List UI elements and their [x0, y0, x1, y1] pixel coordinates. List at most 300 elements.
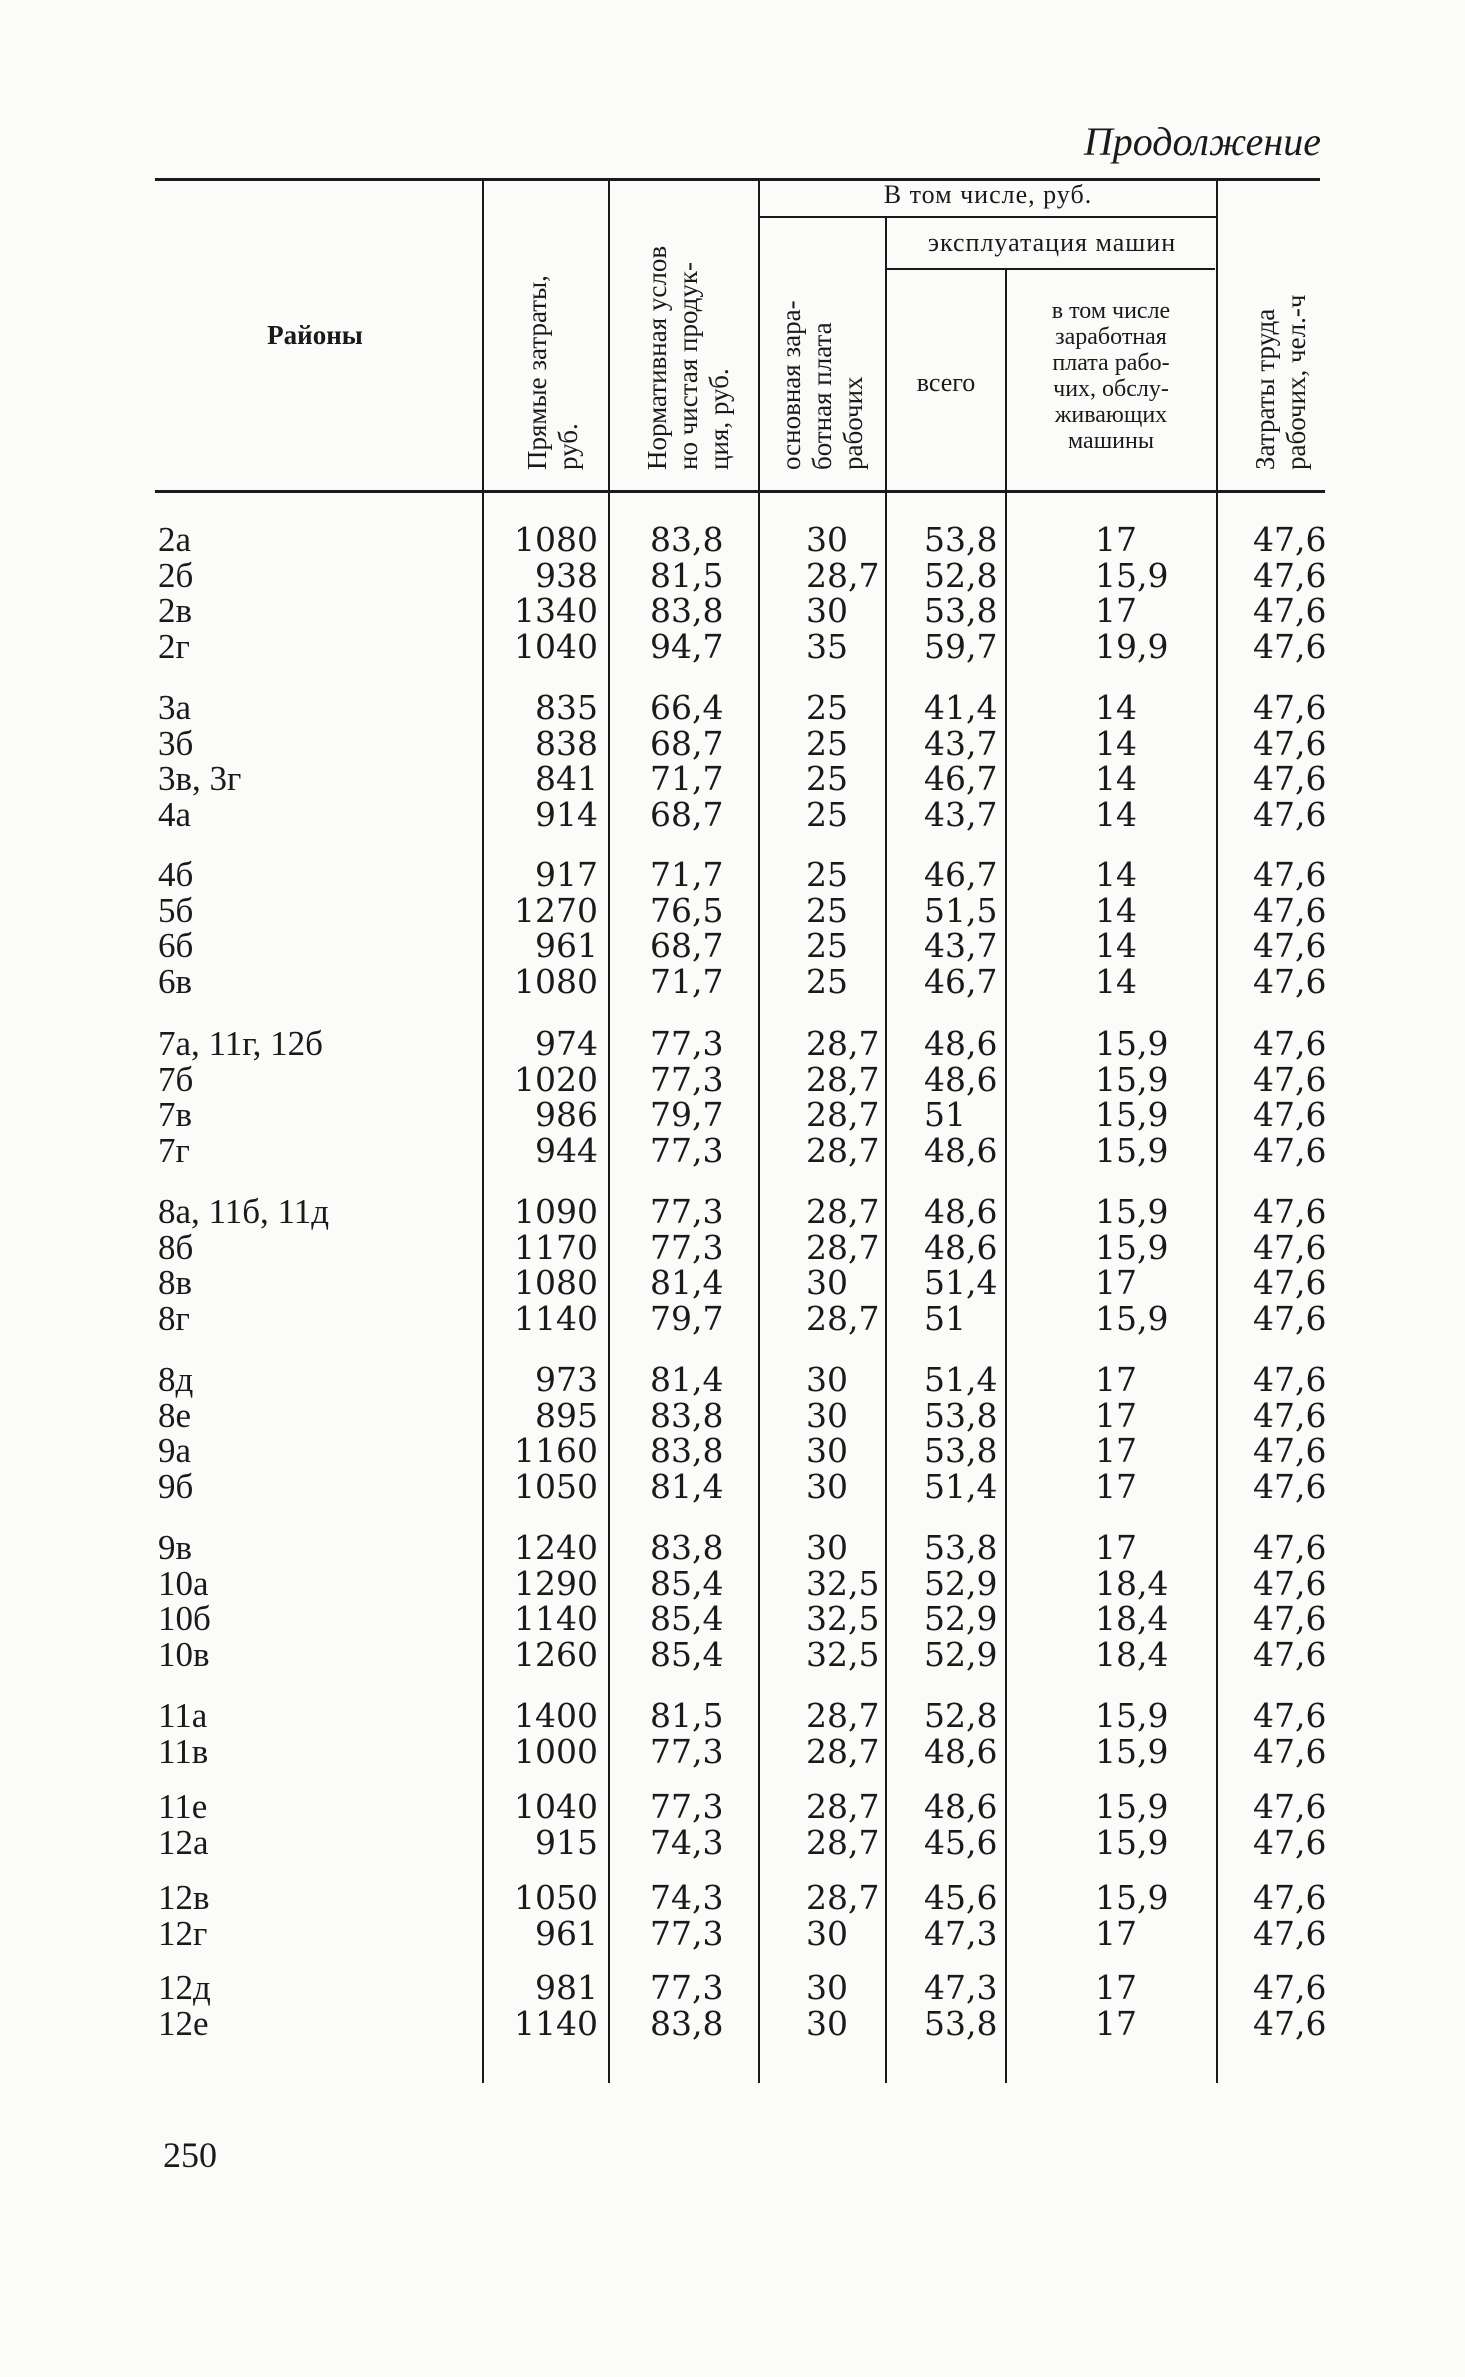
- machine-total-cell: 53,8: [924, 1431, 998, 1471]
- direct-cost-cell: 1080: [514, 520, 598, 559]
- machine-wage-cell: 15,9: [1095, 1822, 1169, 1862]
- machine-total-cell: 43,7: [924, 723, 998, 763]
- base-wage-cell: 25: [806, 723, 848, 763]
- table-row: [0, 593, 1465, 629]
- machine-wage-cell: 15,9: [1095, 1696, 1169, 1735]
- labor-cost-cell: 47,6: [1253, 591, 1327, 631]
- base-wage-cell: 25: [806, 688, 848, 727]
- normative-net-cell: 76,5: [650, 890, 724, 930]
- normative-net-cell: 83,8: [650, 520, 724, 559]
- table-row: [0, 1970, 1465, 2006]
- region-cell: 8б: [158, 1227, 194, 1267]
- normative-net-cell: 77,3: [650, 1227, 724, 1267]
- direct-cost-cell: 835: [535, 688, 598, 727]
- machine-total-cell: 46,7: [924, 855, 998, 894]
- direct-cost-cell: 1270: [514, 890, 598, 930]
- base-wage-cell: 28,7: [806, 1696, 880, 1735]
- machine-total-cell: 45,6: [924, 1878, 998, 1917]
- labor-cost-cell: 47,6: [1253, 1466, 1327, 1506]
- normative-net-cell: 68,7: [650, 926, 724, 966]
- normative-net-cell: 71,7: [650, 759, 724, 799]
- labor-cost-cell: 47,6: [1253, 961, 1327, 1001]
- machine-wage-cell: 17: [1095, 1528, 1137, 1567]
- region-cell: 7г: [158, 1130, 190, 1170]
- normative-net-cell: 81,4: [650, 1263, 724, 1303]
- base-wage-cell: 30: [806, 520, 848, 559]
- labor-cost-cell: 47,6: [1253, 1878, 1327, 1917]
- machine-wage-cell: 19,9: [1095, 626, 1169, 666]
- base-wage-cell: 28,7: [806, 1227, 880, 1267]
- direct-cost-cell: 944: [535, 1130, 598, 1170]
- direct-cost-cell: 914: [535, 794, 598, 834]
- machine-wage-cell: 15,9: [1095, 1095, 1169, 1135]
- region-cell: 8д: [158, 1360, 194, 1399]
- normative-net-cell: 74,3: [650, 1878, 724, 1917]
- normative-net-cell: 85,4: [650, 1563, 724, 1603]
- direct-cost-cell: 1140: [514, 1599, 598, 1639]
- region-cell: 12г: [158, 1913, 208, 1953]
- machine-wage-cell: 14: [1095, 759, 1137, 799]
- base-wage-cell: 28,7: [806, 1731, 880, 1771]
- region-cell: 6б: [158, 926, 194, 966]
- machine-wage-cell: 15,9: [1095, 1130, 1169, 1170]
- machine-wage-cell: 17: [1095, 1360, 1137, 1399]
- region-cell: 2а: [158, 520, 192, 559]
- direct-cost-cell: 1290: [514, 1563, 598, 1603]
- labor-cost-cell: 47,6: [1253, 520, 1327, 559]
- normative-net-cell: 74,3: [650, 1822, 724, 1862]
- header-direct-costs: Прямые затраты, руб.: [522, 275, 583, 470]
- header-machine-operation: эксплуатация машин: [927, 228, 1177, 257]
- region-cell: 9а: [158, 1431, 192, 1471]
- normative-net-cell: 81,5: [650, 555, 724, 595]
- table-row: [0, 1026, 1465, 1062]
- page-number: 250: [163, 2135, 217, 2175]
- table-row: [0, 1059, 1465, 1099]
- base-wage-cell: 32,5: [806, 1563, 880, 1603]
- direct-cost-cell: 1140: [514, 2003, 598, 2043]
- machine-wage-cell: 14: [1095, 961, 1137, 1001]
- labor-cost-cell: 47,6: [1253, 890, 1327, 930]
- base-wage-cell: 30: [806, 1528, 848, 1567]
- labor-cost-cell: 47,6: [1253, 926, 1327, 966]
- direct-cost-cell: 1020: [514, 1059, 598, 1099]
- direct-cost-cell: 1340: [514, 591, 598, 631]
- labor-cost-cell: 47,6: [1253, 1263, 1327, 1303]
- table-row: [0, 1433, 1465, 1469]
- normative-net-cell: 77,3: [650, 1192, 724, 1231]
- header-normative-net: Нормативная услов но чистая продук- ция, руб.: [642, 245, 734, 470]
- machine-total-cell: 48,6: [924, 1227, 998, 1267]
- table-row: [0, 890, 1465, 930]
- machine-wage-cell: 14: [1095, 794, 1137, 834]
- labor-cost-cell: 47,6: [1253, 555, 1327, 595]
- labor-cost-cell: 47,6: [1253, 794, 1327, 834]
- machine-total-cell: 48,6: [924, 1059, 998, 1099]
- labor-cost-cell: 47,6: [1253, 1059, 1327, 1099]
- machine-total-cell: 48,6: [924, 1192, 998, 1231]
- table-row: [0, 857, 1465, 893]
- labor-cost-cell: 47,6: [1253, 1095, 1327, 1135]
- normative-net-cell: 81,4: [650, 1466, 724, 1506]
- labor-cost-cell: 47,6: [1253, 1227, 1327, 1267]
- machine-total-cell: 48,6: [924, 1024, 998, 1063]
- region-cell: 8г: [158, 1298, 190, 1338]
- base-wage-cell: 28,7: [806, 1878, 880, 1917]
- machine-wage-cell: 17: [1095, 591, 1137, 631]
- table-row: [0, 1194, 1465, 1230]
- base-wage-cell: 35: [806, 626, 848, 666]
- labor-cost-cell: 47,6: [1253, 2003, 1327, 2043]
- machine-total-cell: 51,4: [924, 1360, 998, 1399]
- direct-cost-cell: 1400: [514, 1696, 598, 1735]
- labor-cost-cell: 47,6: [1253, 1787, 1327, 1826]
- machine-total-cell: 46,7: [924, 961, 998, 1001]
- table-row: [0, 626, 1465, 666]
- machine-wage-cell: 15,9: [1095, 1298, 1169, 1338]
- table-row: [0, 1634, 1465, 1674]
- region-cell: 12е: [158, 2003, 209, 2043]
- direct-cost-cell: 1170: [514, 1227, 598, 1267]
- base-wage-cell: 28,7: [806, 1095, 880, 1135]
- labor-cost-cell: 47,6: [1253, 1696, 1327, 1735]
- base-wage-cell: 28,7: [806, 1822, 880, 1862]
- table-row: [0, 1130, 1465, 1170]
- header-including: В том числе, руб.: [883, 180, 1093, 209]
- header-base-wage: основная зара- ботная плата рабочих: [776, 300, 868, 470]
- direct-cost-cell: 1240: [514, 1528, 598, 1567]
- machine-total-cell: 48,6: [924, 1130, 998, 1170]
- base-wage-cell: 30: [806, 1360, 848, 1399]
- base-wage-cell: 32,5: [806, 1599, 880, 1639]
- machine-wage-cell: 17: [1095, 1395, 1137, 1435]
- labor-cost-cell: 47,6: [1253, 626, 1327, 666]
- direct-cost-cell: 938: [535, 555, 598, 595]
- normative-net-cell: 77,3: [650, 1731, 724, 1771]
- labor-cost-cell: 47,6: [1253, 1913, 1327, 1953]
- normative-net-cell: 83,8: [650, 591, 724, 631]
- labor-cost-cell: 47,6: [1253, 688, 1327, 727]
- direct-cost-cell: 1000: [514, 1731, 598, 1771]
- labor-cost-cell: 47,6: [1253, 723, 1327, 763]
- region-cell: 12а: [158, 1822, 209, 1862]
- base-wage-cell: 28,7: [806, 1130, 880, 1170]
- region-cell: 8е: [158, 1395, 192, 1435]
- table-row: [0, 1731, 1465, 1771]
- table-row: [0, 1227, 1465, 1267]
- normative-net-cell: 85,4: [650, 1599, 724, 1639]
- direct-cost-cell: 974: [535, 1024, 598, 1063]
- base-wage-cell: 28,7: [806, 555, 880, 595]
- region-cell: 10а: [158, 1563, 209, 1603]
- labor-cost-cell: 47,6: [1253, 1968, 1327, 2007]
- machine-total-cell: 46,7: [924, 759, 998, 799]
- direct-cost-cell: 1260: [514, 1634, 598, 1674]
- machine-total-cell: 41,4: [924, 688, 998, 727]
- direct-cost-cell: 981: [535, 1968, 598, 2007]
- base-wage-cell: 28,7: [806, 1024, 880, 1063]
- header-machine-wage: в том числе заработная плата рабо- чих, обслу- живающих машины: [1051, 298, 1171, 454]
- labor-cost-cell: 47,6: [1253, 1599, 1327, 1639]
- header-total: всего: [916, 368, 976, 397]
- base-wage-cell: 25: [806, 890, 848, 930]
- machine-total-cell: 45,6: [924, 1822, 998, 1862]
- base-wage-cell: 25: [806, 759, 848, 799]
- normative-net-cell: 81,4: [650, 1360, 724, 1399]
- header-bottom-rule: [155, 490, 1325, 493]
- table-row: [0, 1698, 1465, 1734]
- machine-total-cell: 51: [924, 1298, 966, 1338]
- base-wage-cell: 30: [806, 1913, 848, 1953]
- region-cell: 8а, 11б, 11д: [158, 1192, 330, 1231]
- table-row: [0, 794, 1465, 834]
- machine-total-cell: 48,6: [924, 1787, 998, 1826]
- region-cell: 10в: [158, 1634, 210, 1674]
- normative-net-cell: 81,5: [650, 1696, 724, 1735]
- region-cell: 2в: [158, 591, 193, 631]
- machine-wage-cell: 17: [1095, 1466, 1137, 1506]
- machine-total-cell: 51: [924, 1095, 966, 1135]
- region-cell: 10б: [158, 1599, 211, 1639]
- base-wage-cell: 30: [806, 591, 848, 631]
- table-row: [0, 761, 1465, 797]
- base-wage-cell: 30: [806, 1968, 848, 2007]
- base-wage-cell: 30: [806, 1431, 848, 1471]
- continuation-label: Продолжение: [1083, 119, 1321, 164]
- machine-wage-cell: 17: [1095, 1968, 1137, 2007]
- table-row: [0, 2003, 1465, 2043]
- direct-cost-cell: 838: [535, 723, 598, 763]
- labor-cost-cell: 47,6: [1253, 1822, 1327, 1862]
- region-cell: 9в: [158, 1528, 193, 1567]
- base-wage-cell: 30: [806, 1395, 848, 1435]
- labor-cost-cell: 47,6: [1253, 1431, 1327, 1471]
- table-row: [0, 1097, 1465, 1133]
- machine-total-cell: 52,9: [924, 1599, 998, 1639]
- machine-total-cell: 52,9: [924, 1563, 998, 1603]
- region-cell: 2г: [158, 626, 190, 666]
- labor-cost-cell: 47,6: [1253, 759, 1327, 799]
- region-cell: 4б: [158, 855, 194, 894]
- normative-net-cell: 66,4: [650, 688, 724, 727]
- base-wage-cell: 28,7: [806, 1298, 880, 1338]
- base-wage-cell: 30: [806, 2003, 848, 2043]
- including-rule: [758, 216, 1216, 218]
- machine-wage-cell: 15,9: [1095, 1878, 1169, 1917]
- table-row: [0, 1822, 1465, 1862]
- normative-net-cell: 68,7: [650, 723, 724, 763]
- machine-total-cell: 51,4: [924, 1466, 998, 1506]
- table-row: [0, 961, 1465, 1001]
- machine-wage-cell: 14: [1095, 926, 1137, 966]
- table-row: [0, 1880, 1465, 1916]
- machine-wage-cell: 15,9: [1095, 1787, 1169, 1826]
- machine-wage-cell: 15,9: [1095, 1192, 1169, 1231]
- normative-net-cell: 77,3: [650, 1787, 724, 1826]
- normative-net-cell: 83,8: [650, 1528, 724, 1567]
- table-row: [0, 1466, 1465, 1506]
- table-row: [0, 1298, 1465, 1338]
- machine-total-cell: 43,7: [924, 926, 998, 966]
- base-wage-cell: 32,5: [806, 1634, 880, 1674]
- region-cell: 7в: [158, 1095, 193, 1135]
- region-cell: 6в: [158, 961, 193, 1001]
- direct-cost-cell: 841: [535, 759, 598, 799]
- normative-net-cell: 77,3: [650, 1968, 724, 2007]
- labor-cost-cell: 47,6: [1253, 1731, 1327, 1771]
- labor-cost-cell: 47,6: [1253, 1395, 1327, 1435]
- machine-total-cell: 52,9: [924, 1634, 998, 1674]
- base-wage-cell: 25: [806, 855, 848, 894]
- region-cell: 3б: [158, 723, 194, 763]
- machine-wage-cell: 14: [1095, 688, 1137, 727]
- table-row: [0, 555, 1465, 595]
- machine-wage-cell: 15,9: [1095, 1731, 1169, 1771]
- region-cell: 3а: [158, 688, 192, 727]
- direct-cost-cell: 915: [535, 1822, 598, 1862]
- labor-cost-cell: 47,6: [1253, 1360, 1327, 1399]
- labor-cost-cell: 47,6: [1253, 1298, 1327, 1338]
- base-wage-cell: 28,7: [806, 1787, 880, 1826]
- normative-net-cell: 68,7: [650, 794, 724, 834]
- region-cell: 3в, 3г: [158, 759, 242, 799]
- direct-cost-cell: 1090: [514, 1192, 598, 1231]
- machine-wage-cell: 18,4: [1095, 1634, 1169, 1674]
- machine-wage-cell: 15,9: [1095, 1024, 1169, 1063]
- machine-wage-cell: 18,4: [1095, 1563, 1169, 1603]
- labor-cost-cell: 47,6: [1253, 855, 1327, 894]
- direct-cost-cell: 1080: [514, 961, 598, 1001]
- region-cell: 5б: [158, 890, 194, 930]
- normative-net-cell: 85,4: [650, 1634, 724, 1674]
- region-cell: 8в: [158, 1263, 193, 1303]
- machine-total-cell: 52,8: [924, 555, 998, 595]
- labor-cost-cell: 47,6: [1253, 1192, 1327, 1231]
- direct-cost-cell: 1160: [514, 1431, 598, 1471]
- direct-cost-cell: 986: [535, 1095, 598, 1135]
- machine-wage-cell: 17: [1095, 1431, 1137, 1471]
- labor-cost-cell: 47,6: [1253, 1634, 1327, 1674]
- machine-wage-cell: 15,9: [1095, 555, 1169, 595]
- machine-wage-cell: 17: [1095, 1913, 1137, 1953]
- table-row: [0, 1913, 1465, 1953]
- normative-net-cell: 77,3: [650, 1024, 724, 1063]
- header-region: Районы: [267, 320, 363, 350]
- normative-net-cell: 77,3: [650, 1913, 724, 1953]
- machine-wage-cell: 15,9: [1095, 1059, 1169, 1099]
- table-row: [0, 1601, 1465, 1637]
- machine-wage-cell: 15,9: [1095, 1227, 1169, 1267]
- table-row: [0, 690, 1465, 726]
- machine-total-cell: 53,8: [924, 1528, 998, 1567]
- normative-net-cell: 83,8: [650, 1431, 724, 1471]
- direct-cost-cell: 917: [535, 855, 598, 894]
- direct-cost-cell: 1080: [514, 1263, 598, 1303]
- machine-total-cell: 52,8: [924, 1696, 998, 1735]
- table-row: [0, 1395, 1465, 1435]
- base-wage-cell: 30: [806, 1466, 848, 1506]
- header-labor: Затраты труда рабочих, чел.-ч: [1250, 294, 1311, 470]
- region-cell: 11е: [158, 1787, 208, 1826]
- table-row: [0, 1362, 1465, 1398]
- base-wage-cell: 28,7: [806, 1192, 880, 1231]
- direct-cost-cell: 1050: [514, 1878, 598, 1917]
- machine-total-cell: 43,7: [924, 794, 998, 834]
- normative-net-cell: 83,8: [650, 2003, 724, 2043]
- machine-total-cell: 48,6: [924, 1731, 998, 1771]
- labor-cost-cell: 47,6: [1253, 1024, 1327, 1063]
- region-cell: 2б: [158, 555, 194, 595]
- machine-total-cell: 51,4: [924, 1263, 998, 1303]
- region-cell: 11в: [158, 1731, 209, 1771]
- base-wage-cell: 28,7: [806, 1059, 880, 1099]
- machine-wage-cell: 17: [1095, 1263, 1137, 1303]
- labor-cost-cell: 47,6: [1253, 1563, 1327, 1603]
- normative-net-cell: 94,7: [650, 626, 724, 666]
- direct-cost-cell: 961: [535, 1913, 598, 1953]
- machine-total-cell: 51,5: [924, 890, 998, 930]
- table-row: [0, 1563, 1465, 1603]
- table-row: [0, 522, 1465, 558]
- machine-total-cell: 47,3: [924, 1968, 998, 2007]
- machine-total-cell: 53,8: [924, 591, 998, 631]
- machine-total-cell: 59,7: [924, 626, 998, 666]
- machine-total-cell: 47,3: [924, 1913, 998, 1953]
- machine-wage-cell: 17: [1095, 2003, 1137, 2043]
- table-row: [0, 1265, 1465, 1301]
- direct-cost-cell: 961: [535, 926, 598, 966]
- normative-net-cell: 77,3: [650, 1130, 724, 1170]
- normative-net-cell: 83,8: [650, 1395, 724, 1435]
- table-row: [0, 1530, 1465, 1566]
- region-cell: 11а: [158, 1696, 208, 1735]
- direct-cost-cell: 1040: [514, 626, 598, 666]
- normative-net-cell: 71,7: [650, 855, 724, 894]
- direct-cost-cell: 973: [535, 1360, 598, 1399]
- table-row: [0, 928, 1465, 964]
- region-cell: 7б: [158, 1059, 194, 1099]
- machine-wage-cell: 14: [1095, 855, 1137, 894]
- direct-cost-cell: 1040: [514, 1787, 598, 1826]
- region-cell: 12д: [158, 1968, 211, 2007]
- table-row: [0, 723, 1465, 763]
- machine-total-cell: 53,8: [924, 520, 998, 559]
- machine-rule: [885, 268, 1215, 270]
- direct-cost-cell: 1140: [514, 1298, 598, 1338]
- normative-net-cell: 79,7: [650, 1298, 724, 1338]
- normative-net-cell: 79,7: [650, 1095, 724, 1135]
- table-row: [0, 1789, 1465, 1825]
- machine-total-cell: 53,8: [924, 1395, 998, 1435]
- machine-wage-cell: 14: [1095, 890, 1137, 930]
- direct-cost-cell: 1050: [514, 1466, 598, 1506]
- normative-net-cell: 77,3: [650, 1059, 724, 1099]
- base-wage-cell: 25: [806, 794, 848, 834]
- base-wage-cell: 25: [806, 926, 848, 966]
- labor-cost-cell: 47,6: [1253, 1528, 1327, 1567]
- machine-wage-cell: 17: [1095, 520, 1137, 559]
- base-wage-cell: 30: [806, 1263, 848, 1303]
- labor-cost-cell: 47,6: [1253, 1130, 1327, 1170]
- region-cell: 12в: [158, 1878, 210, 1917]
- base-wage-cell: 25: [806, 961, 848, 1001]
- direct-cost-cell: 895: [535, 1395, 598, 1435]
- region-cell: 9б: [158, 1466, 194, 1506]
- region-cell: 7а, 11г, 12б: [158, 1024, 323, 1063]
- machine-wage-cell: 18,4: [1095, 1599, 1169, 1639]
- machine-wage-cell: 14: [1095, 723, 1137, 763]
- normative-net-cell: 71,7: [650, 961, 724, 1001]
